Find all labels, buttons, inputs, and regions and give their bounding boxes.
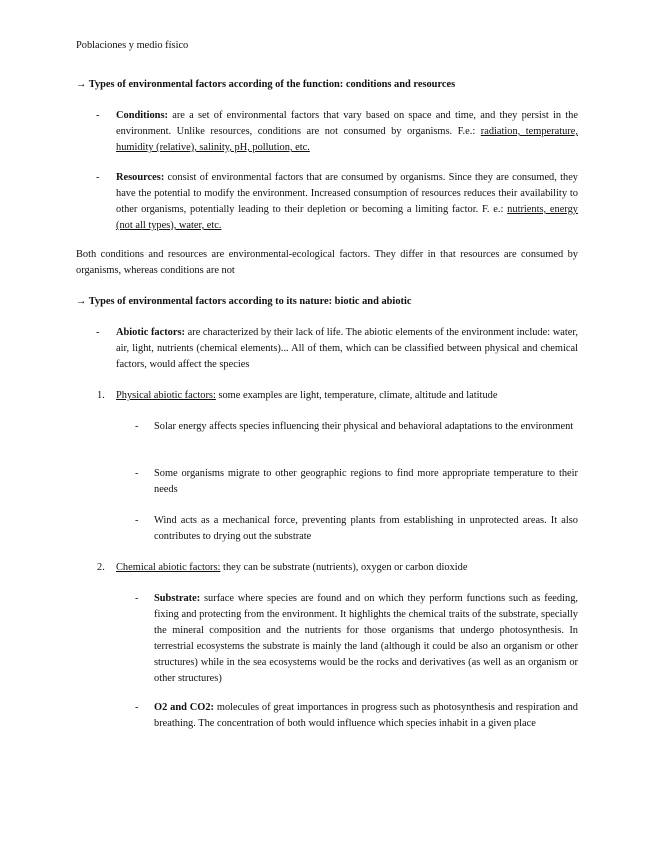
section-heading-function: → Types of environmental factors according of the function: conditions and resources [76, 79, 456, 90]
list-number-chemical: 2. [97, 562, 105, 573]
substrate-paragraph [154, 591, 578, 687]
conditions-text: are a set of environmental factors that vary based on space and time, and they persist in the environment. Unlike resources, conditions are not consumed by organisms. F.e.: [116, 110, 578, 137]
physical-item-3: Wind acts as a mechanical force, preventing plants from establishing in unprotected areas. It also contributes to drying out the substrate [154, 515, 578, 542]
physical-item-2-bullet: - [135, 468, 139, 479]
abiotic-term: Abiotic factors: [116, 327, 185, 338]
bullet-conditions: - [96, 110, 100, 121]
physical-item-1-bullet: - [135, 421, 139, 432]
conditions-term: Conditions: [116, 110, 168, 121]
chemical-text: they can be substrate (nutrients), oxygen or carbon dioxide [220, 562, 468, 573]
gases-text: molecules of great importances in progress such as photosynthesis and respiration and breathing. The concentration of both would influence which species inhabit in a given place [154, 702, 578, 729]
abiotic-text: are characterized by their lack of life. The abiotic elements of the environment include: water, air, light, nutrients (chemical elements)... All of them, which can be classified between physical and chemical factors, would affect the species [116, 327, 578, 370]
physical-paragraph [116, 388, 578, 404]
resources-examples: nutrients, energy (not all types), water, etc. [116, 204, 578, 231]
substrate-term: Substrate: [154, 593, 201, 604]
substrate-text: surface where species are found and on which they perform functions such as feeding, fixing and protecting from the environment. It highlights the chemical traits of the substrate, specially the mineral composition and the nutrients for those organisms that undergo photosynthesis. In terrestrial ecosystems the substrate is mainly the land (although it could be also an organism or other structures) while in the sea ecosystems would be the rocks and derivatives (as well as an organism or other structures) [154, 593, 578, 684]
bullet-resources: - [96, 172, 100, 183]
section-heading-nature: → Types of environmental factors according to its nature: biotic and abiotic [76, 296, 412, 307]
bullet-abiotic: - [96, 327, 100, 338]
chemical-title: Chemical abiotic factors: [116, 562, 221, 573]
resources-term: Resources: [116, 172, 165, 183]
page-header: Poblaciones y medio físico [76, 40, 189, 51]
summary-paragraph: Both conditions and resources are environmental-ecological factors. They differ in that resources are consumed by organisms, whereas conditions are not [76, 249, 578, 276]
conditions-paragraph [116, 108, 578, 156]
physical-item-2: Some organisms migrate to other geographic regions to find more appropriate temperature to their needs [154, 468, 578, 495]
list-number-physical: 1. [97, 390, 105, 401]
gases-bullet: - [135, 702, 139, 713]
physical-text: some examples are light, temperature, climate, altitude and latitude [215, 390, 498, 401]
physical-item-3-bullet: - [135, 515, 139, 526]
physical-item-1: Solar energy affects species influencing their physical and behavioral adaptations to the environment [154, 421, 574, 432]
gases-paragraph [154, 700, 578, 732]
physical-title: Physical abiotic factors: [116, 390, 216, 401]
chemical-paragraph [116, 560, 578, 576]
abiotic-paragraph [116, 325, 578, 373]
resources-paragraph [116, 170, 578, 234]
conditions-examples: radiation, temperature, humidity (relative), salinity, pH, pollution, etc. [116, 126, 578, 153]
substrate-bullet: - [135, 593, 139, 604]
resources-text: consist of environmental factors that are consumed by organisms. Since they are consumed, they have the potential to modify the environment. Increased consumption of resources reduces their availability to other organisms, potentially leading to their depletion or becoming a limiting factor. F. e.: [116, 172, 578, 215]
gases-term: O2 and CO2: [154, 702, 215, 713]
